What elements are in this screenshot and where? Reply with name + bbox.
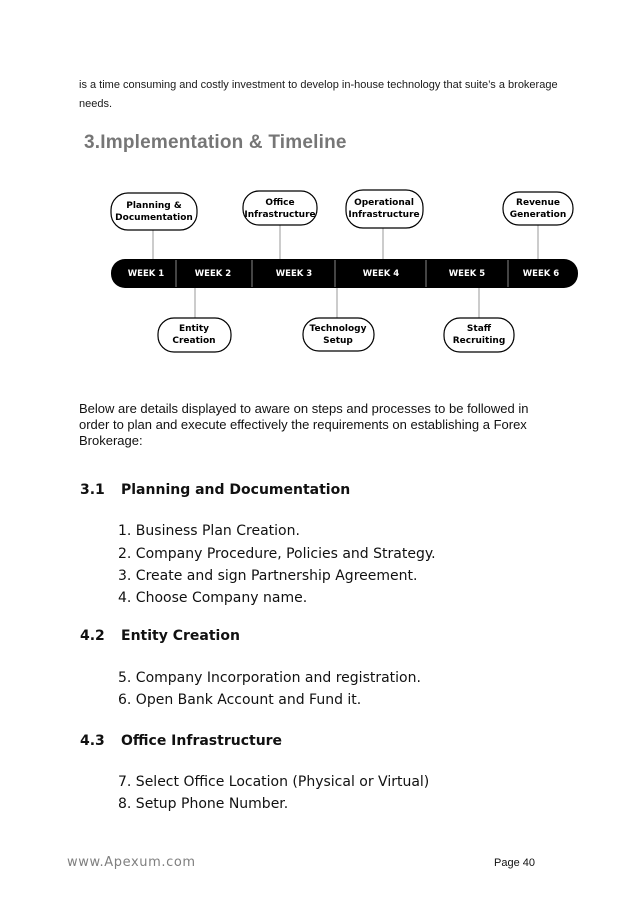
section-title: Planning and Documentation bbox=[121, 482, 351, 498]
description-paragraph: Below are details displayed to aware on steps and processes to be followed in order to plan and execute effectively the requirements on establishing a Forex Brokerage: bbox=[79, 401, 529, 448]
node-label-line1: Planning & bbox=[126, 201, 182, 211]
list-item: 6. Open Bank Account and Fund it. bbox=[118, 692, 362, 708]
week-label: WEEK 1 bbox=[127, 269, 165, 279]
node-entity-creation bbox=[158, 318, 231, 352]
week-label: WEEK 2 bbox=[194, 269, 232, 279]
section-title: Office Infrastructure bbox=[121, 733, 283, 749]
node-operational-infrastructure bbox=[346, 190, 423, 228]
section-heading-planning bbox=[80, 482, 480, 502]
node-label-line1: Revenue bbox=[516, 198, 560, 208]
node-office-infrastructure bbox=[243, 191, 317, 225]
week-label: WEEK 4 bbox=[362, 269, 400, 279]
node-technology-setup bbox=[303, 318, 374, 351]
list-item: 2. Company Procedure, Policies and Strategy. bbox=[118, 546, 436, 562]
footer-page-number: Page 40 bbox=[494, 857, 535, 869]
section-number: 4.2 bbox=[80, 628, 105, 644]
node-revenue-generation bbox=[503, 192, 573, 225]
section-number: 4.3 bbox=[80, 733, 105, 749]
week-label: WEEK 6 bbox=[522, 269, 560, 279]
footer-website: www.Apexum.com bbox=[67, 855, 196, 870]
node-label-line2: Infrastructure bbox=[244, 210, 316, 220]
week-label: WEEK 5 bbox=[448, 269, 486, 279]
section-heading: 3.Implementation & Timeline bbox=[84, 132, 347, 153]
list-item: 7. Select Office Location (Physical or Virtual) bbox=[118, 774, 430, 790]
section-heading-office bbox=[80, 733, 480, 753]
node-label-line1: Staff bbox=[466, 324, 492, 334]
list-item: 4. Choose Company name. bbox=[118, 590, 308, 606]
list-item: 1. Business Plan Creation. bbox=[118, 523, 300, 539]
node-label-line2: Infrastructure bbox=[348, 210, 420, 220]
list-item: 3. Create and sign Partnership Agreement. bbox=[118, 568, 418, 584]
node-planning-documentation bbox=[111, 193, 197, 230]
node-label-line1: Technology bbox=[309, 324, 367, 334]
node-label-line2: Recruiting bbox=[452, 336, 506, 346]
list-item: 5. Company Incorporation and registration. bbox=[118, 670, 421, 686]
node-label-line2: Generation bbox=[509, 210, 567, 220]
node-label-line2: Setup bbox=[323, 336, 353, 346]
list-item: 8. Setup Phone Number. bbox=[118, 796, 289, 812]
section-number: 3.1 bbox=[80, 482, 105, 498]
node-label-line1: Entity bbox=[178, 324, 210, 334]
node-staff-recruiting bbox=[444, 318, 514, 352]
node-label-line2: Creation bbox=[172, 336, 216, 346]
node-label-line1: Office bbox=[265, 198, 295, 208]
node-label-line1: Operational bbox=[354, 198, 414, 208]
section-title: Entity Creation bbox=[121, 628, 240, 644]
section-heading-entity bbox=[80, 628, 480, 648]
node-label-line2: Documentation bbox=[115, 213, 193, 223]
week-label: WEEK 3 bbox=[275, 269, 313, 279]
intro-paragraph: is a time consuming and costly investment to develop in-house technology that suite’s a brokerage needs. bbox=[79, 79, 558, 110]
